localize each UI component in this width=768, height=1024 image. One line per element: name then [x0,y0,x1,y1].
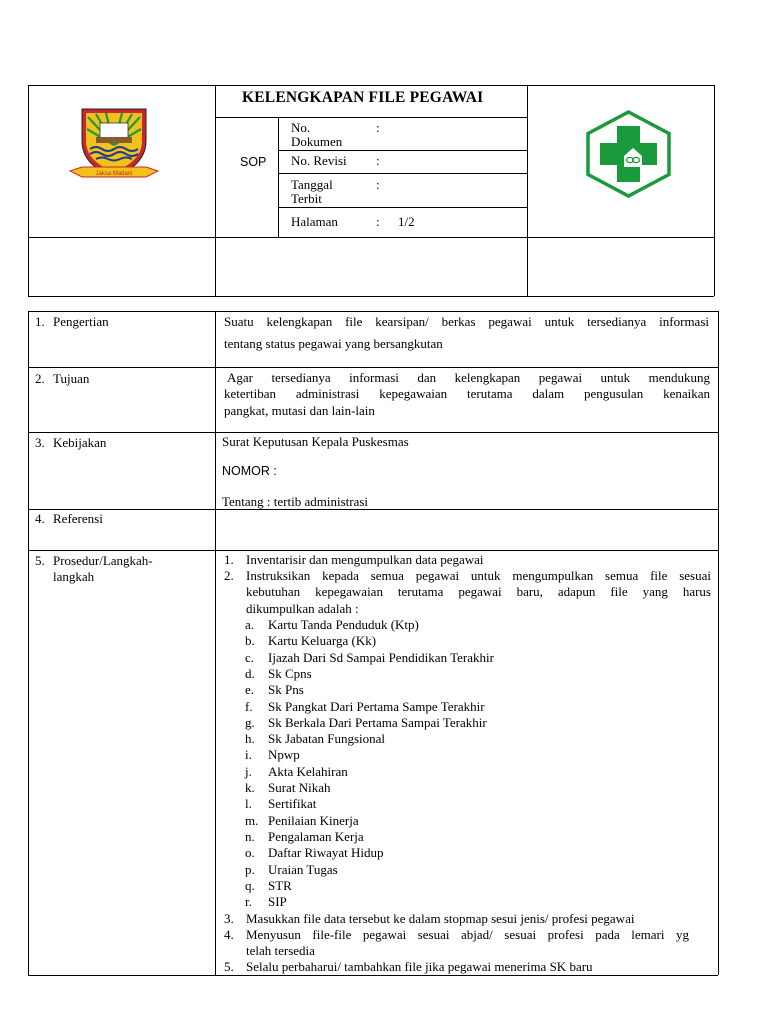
tujuan-text [224,370,710,419]
sop-label: SOP [240,155,267,169]
file-item: Penilaian Kinerja [268,813,359,828]
file-item-letter: f. [245,699,253,714]
file-item-letter: c. [245,650,255,665]
step-text: Masukkan file data tersebut ke dalam stopmap sesui jenis/ profesi pegawai [246,911,635,926]
file-item-letter: k. [245,780,255,795]
file-item: Sk Pangkat Dari Pertama Sampe Terakhir [268,699,485,714]
field-label-no-revisi: No. Revisi [291,153,347,168]
file-item: Sk Berkala Dari Pertama Sampai Terakhir [268,715,487,730]
step-number: 5. [224,959,234,974]
field-label-halaman: Halaman [291,214,338,229]
field-label-tanggal-terbit-line2: Terbit [291,191,322,206]
file-item-letter: o. [245,845,255,860]
field-separator: : [376,120,380,135]
file-item-letter: q. [245,878,255,893]
step-line: Menyusun file-file pegawai sesuai abjad/ sesuai profesi pada lemari yg [246,927,689,942]
step-line: kebutuhan kepegawaian terutama pegawai baru, adapun file yang harus [246,584,711,600]
file-item-letter: i. [245,747,252,762]
step-text: Selalu perbaharui/ tambahkan file jika pegawai menerima SK baru [246,959,593,974]
row-label-prosedur: Prosedur/Langkah- [53,553,153,568]
row-label-tujuan: Tujuan [53,371,90,386]
file-item: Sk Cpns [268,666,312,681]
step-line: dikumpulkan adalah : [246,600,359,616]
kebijakan-nomor: NOMOR : [222,464,277,478]
file-item: Kartu Keluarga (Kk) [268,633,377,648]
file-item: Akta Kelahiran [268,764,348,779]
step-number: 2. [224,568,234,583]
regional-emblem-logo [66,105,162,183]
file-item: STR [268,878,292,893]
row-label-pengertian: Pengertian [53,314,109,329]
file-item: Sertifikat [268,796,317,811]
file-item: Sk Pns [268,682,304,697]
file-item: Kartu Tanda Penduduk (Ktp) [268,617,419,632]
file-item-letter: b. [245,633,255,648]
step-line: telah tersedia [246,943,315,959]
file-item-letter: r. [245,894,252,909]
step-line: Instruksikan kepada semua pegawai untuk mengumpulkan semua file sesuai [246,568,711,583]
file-item: Daftar Riwayat Hidup [268,845,384,860]
step-number: 1. [224,552,234,567]
field-separator: : [376,214,380,229]
file-item-letter: e. [245,682,255,697]
file-item: Pengalaman Kerja [268,829,364,844]
pengertian-line: tentang status pegawai yang bersangkutan [224,336,443,352]
step-text-block [246,568,711,617]
step-text-block [246,927,689,960]
pengertian-text [224,314,709,353]
svg-text:Jaksa Madani: Jaksa Madani [95,171,133,177]
file-item-letter: g. [245,715,255,730]
row-number: 2. [35,371,45,386]
file-item: Surat Nikah [268,780,331,795]
file-item-letter: h. [245,731,255,746]
file-item-letter: a. [245,617,255,632]
step-number: 3. [224,911,234,926]
document-title: KELENGKAPAN FILE PEGAWAI [242,89,484,106]
field-label-no-dokumen: No. [291,120,311,135]
file-item-letter: p. [245,862,255,877]
file-item-letter: l. [245,796,252,811]
tujuan-line: ketertiban administrasi kepegawaian terutama dalam pengusulan kenaikan [224,386,710,402]
row-number: 4. [35,511,45,526]
row-label-referensi: Referensi [53,511,103,526]
row-number: 5. [35,553,45,568]
row-label-prosedur-line2: langkah [53,569,95,584]
row-label-kebijakan: Kebijakan [53,435,107,450]
row-number: 1. [35,314,45,329]
field-value-halaman: 1/2 [398,214,415,229]
tujuan-line: Agar tersedianya informasi dan kelengkapan pegawai untuk mendukung [227,370,710,385]
pengertian-line: Suatu kelengkapan file kearsipan/ berkas pegawai untuk tersedianya informasi [224,314,709,329]
field-separator: : [376,153,380,168]
step-text: Inventarisir dan mengumpulkan data pegawai [246,552,484,567]
file-item-letter: d. [245,666,255,681]
file-item: Uraian Tugas [268,862,338,877]
tujuan-line: pangkat, mutasi dan lain-lain [224,402,375,418]
file-item: Npwp [268,747,300,762]
file-item-letter: m. [245,813,259,828]
kebijakan-line: Surat Keputusan Kepala Puskesmas [222,434,409,449]
file-item: SIP [268,894,287,909]
puskesmas-logo [584,110,673,198]
step-number: 4. [224,927,234,942]
kebijakan-line: Tentang : tertib administrasi [222,494,369,509]
field-label-tanggal-terbit: Tanggal [291,177,333,192]
row-number: 3. [35,435,45,450]
file-item: Sk Jabatan Fungsional [268,731,385,746]
field-label-no-dokumen-line2: Dokumen [291,134,343,149]
file-item-letter: j. [245,764,252,779]
field-separator: : [376,177,380,192]
file-item-letter: n. [245,829,255,844]
file-item: Ijazah Dari Sd Sampai Pendidikan Terakhir [268,650,494,665]
